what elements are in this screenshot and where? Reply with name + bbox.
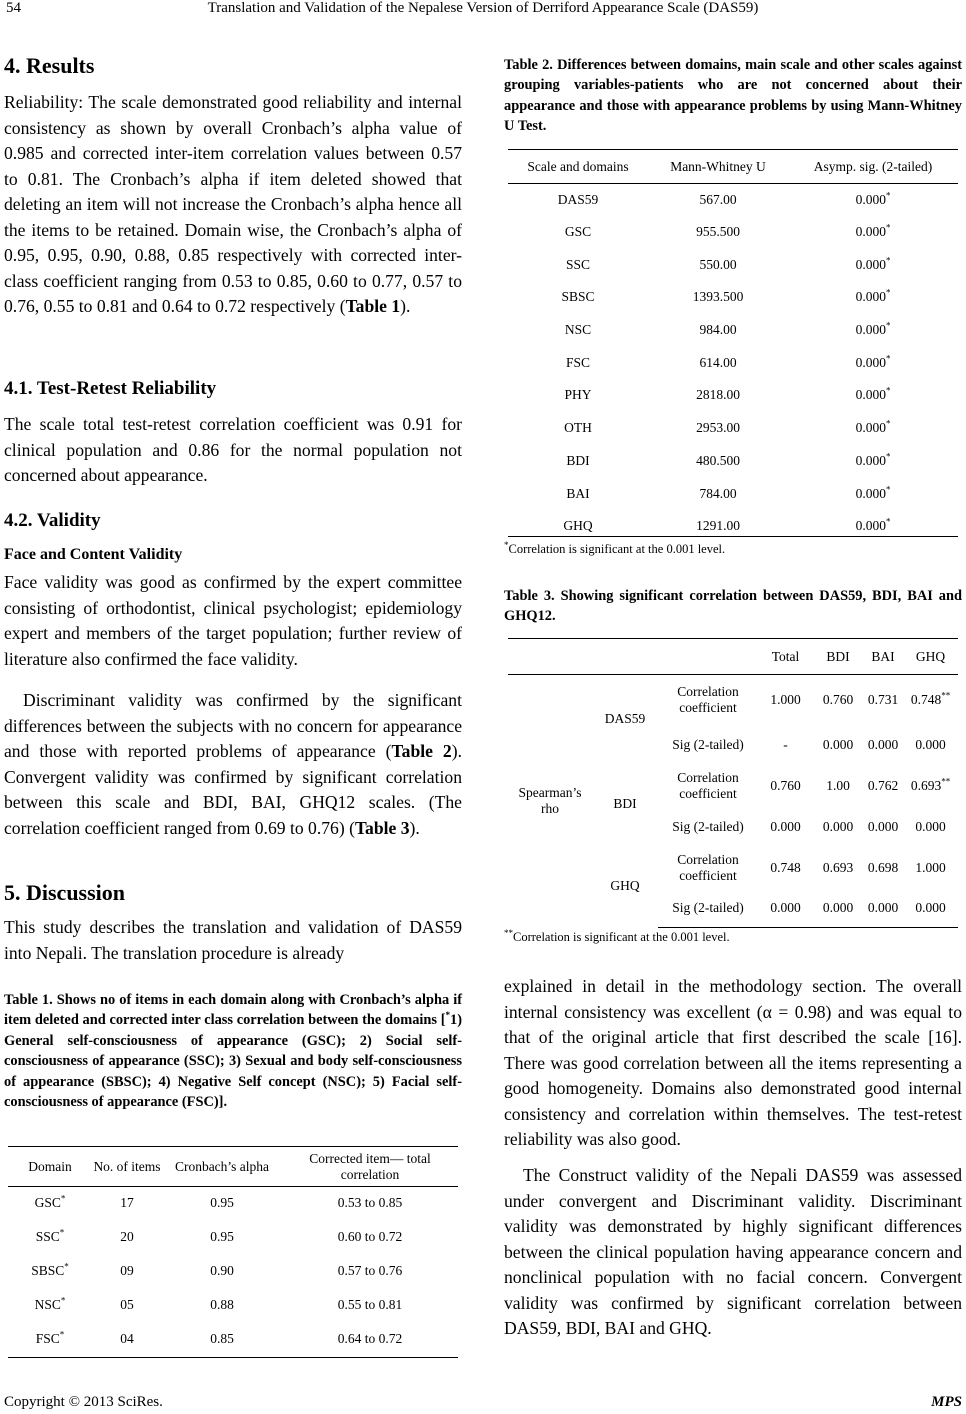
- table2-scale-cell: PHY: [564, 387, 592, 403]
- table1-row: [8, 1186, 458, 1220]
- table2-u-cell: 2953.00: [696, 420, 740, 436]
- table3-group-cell: GHQ: [610, 878, 640, 893]
- table1-row: [8, 1288, 458, 1322]
- table2-row: [508, 314, 958, 347]
- table2-caption: Table 2. Differences between domains, main scale and other scales against grouping variables-patients who are not concerned about their appearance and those with appearance problems by using Mann-Whitney U Test.: [504, 57, 962, 135]
- table1-row: [8, 1254, 458, 1288]
- table3-corr-value: 1.000: [770, 692, 801, 708]
- table3-sig-label: Sig (2-tailed): [658, 890, 758, 927]
- table3-sig-label: Sig (2-tailed): [672, 818, 744, 834]
- table2-footnote: *Correlation is significant at the 0.001 level.: [504, 539, 726, 556]
- discussion-paragraph: This study describes the translation and validation of DAS59 into Nepali. The translation procedure is already: [4, 917, 462, 963]
- table2-sig-cell: 0.000*: [855, 287, 891, 305]
- running-header: [0, 0, 966, 24]
- table3-top-rule: [508, 638, 958, 639]
- page-footer: [4, 1394, 962, 1411]
- table3-sig-value: 0.000: [915, 736, 946, 752]
- table2: [508, 151, 958, 543]
- table2-row: [508, 412, 958, 445]
- table2-row: [508, 216, 958, 249]
- table2-scale-cell: OTH: [564, 420, 592, 436]
- table3-group-cell: BDI: [613, 796, 637, 811]
- table1-alpha-cell: 0.95: [210, 1195, 234, 1211]
- table3-sig-value: 0.000: [915, 818, 946, 834]
- table2-u-cell: 567.00: [699, 191, 737, 207]
- table2-sig-cell: 0.000*: [855, 516, 891, 534]
- table1-items-cell: 04: [120, 1331, 134, 1346]
- table3: [508, 640, 958, 928]
- table1-reference: Table 1: [345, 296, 401, 316]
- retest-heading-wrap: [4, 378, 462, 400]
- table3-corr-value: 0.748: [770, 859, 801, 875]
- table3-corr-value: 0.693**: [910, 776, 951, 793]
- table1-correlation-cell: 0.55 to 0.81: [337, 1297, 403, 1312]
- table2-sig-cell: 0.000*: [855, 385, 891, 403]
- table3-header-ghq: GHQ: [915, 648, 946, 664]
- table3-reference: Table 3: [354, 817, 410, 838]
- table3-corr-value: 0.698: [867, 859, 899, 875]
- table2-scale-cell: DAS59: [557, 191, 599, 207]
- table3-corr-row: [508, 674, 958, 726]
- table2-u-cell: 614.00: [699, 354, 737, 370]
- table2-header-sig: Asymp. sig. (2-tailed): [813, 158, 933, 174]
- table1-correlation-cell: 0.64 to 0.72: [337, 1331, 403, 1346]
- table3-corr-value: 1.000: [915, 859, 946, 875]
- table1-caption: Table 1. Shows no of items in each domain along with Cronbach’s alpha if item deleted and corrected inter class correlation between the domains [*1) General self-consciousness of appearance (GSC); 2) Social self-consciousness of appearance (SSC); 3) Sexual and body self-consciousness of appearance (SBSC); 4) Negative Self concept (NSC); 5) Facial self-consciousness of appearance (FSC)].: [4, 992, 462, 1111]
- retest-paragraph: The scale total test-retest correlation coefficient was 0.91 for clinical population and 0.86 for the normal population not concerned about appearance.: [4, 414, 462, 485]
- table2-scale-cell: GHQ: [563, 518, 593, 534]
- table2-u-cell: 480.500: [696, 452, 740, 468]
- table3-sig-value: 0.000: [822, 736, 854, 752]
- discussion-heading: 5. Discussion: [4, 880, 126, 905]
- table3-corr-label: Correlation coefficient: [677, 851, 739, 883]
- table3-corr-value: 0.693: [822, 859, 854, 875]
- table1-domain-cell: SSC*: [35, 1227, 65, 1244]
- table1-row: [8, 1220, 458, 1254]
- discussion-continued-paragraph: explained in detail in the methodology section. The overall internal consistency was excellent (α = 0.98) and was equal to that of the original article that first described the scale [16]. There was good correlation between all the items representing a good homogeneity. Domains also demonstrated good internal consistency and correlation within themselves. The test-retest reliability was also good.: [504, 976, 962, 1149]
- table1-header-correlation: Corrected item— total correlation: [309, 1150, 431, 1182]
- table3-corr-value: 0.760: [770, 777, 801, 793]
- discussion-heading-wrap: [4, 880, 462, 906]
- table2-scale-cell: GSC: [564, 224, 592, 240]
- table1-alpha-cell: 0.95: [210, 1229, 234, 1244]
- table3-sig-value: -: [783, 736, 788, 752]
- table3-sig-value: 0.000: [822, 818, 854, 834]
- retest-heading: 4.1. Test-Retest Reliability: [4, 378, 217, 399]
- table3-corr-label: Correlation coefficient: [677, 684, 739, 716]
- page-number: 54: [6, 0, 21, 16]
- table2-row: [508, 510, 958, 543]
- results-paragraph: Reliability: The scale demonstrated good reliability and internal consistency as shown by overall Cronbach’s alpha value of 0.985 and corrected inter-item correlation values between 0.57 to 0.81. The Cronbach’s alpha if item deleted showed that deleting an item will not increase the Cronbach’s alpha hence all the items to be retained. Domain wise, the Cronbach’s alpha of 0.95, 0.95, 0.90, 0.88, 0.85 respectively with corrected inter-class coefficient ranging from 0.53 to 0.85, 0.60 to 0.77, 0.57 to 0.76, 0.55 to 0.81 and 0.64 to 0.72 respectively (Table 1).: [4, 92, 462, 316]
- table2-sig-cell: 0.000*: [855, 190, 891, 207]
- validity-heading: 4.2. Validity: [4, 510, 101, 531]
- table1-header-domain: Domain: [28, 1158, 72, 1174]
- table2-header-scale: Scale and domains: [527, 158, 629, 174]
- table3-sig-value: 0.000: [863, 890, 903, 927]
- table1-correlation-cell: 0.57 to 0.76: [337, 1263, 403, 1278]
- table3-sig-value: 0.000: [867, 736, 899, 752]
- table3-method-cell: Spearman’s rho: [518, 784, 582, 816]
- table2-sig-cell: 0.000*: [855, 222, 891, 240]
- table3-corr-value: 0.762: [867, 777, 899, 793]
- results-section: [4, 53, 462, 79]
- table3-sig-value: 0.000: [903, 890, 958, 927]
- table2-top-rule: [508, 149, 958, 150]
- discriminant-paragraph: Discriminant validity was confirmed by the significant differences between the subjects with no concern for appearance and those with reported problems of appearance (Table 2). Convergent validity was confirmed by significant correlation between this scale and BDI, BAI, GHQ12 scales. (The correlation coefficient ranged from 0.69 to 0.76) (Table 3).: [4, 690, 462, 838]
- table1-header-alpha: Cronbach’s alpha: [174, 1158, 270, 1174]
- table1-domain-cell: GSC*: [34, 1193, 66, 1211]
- table1-alpha-cell: 0.90: [210, 1263, 234, 1278]
- table2-row: [508, 248, 958, 281]
- table2-sig-cell: 0.000*: [855, 320, 891, 338]
- table3-sig-value: 0.000: [813, 890, 863, 927]
- table3-sig-label: Sig (2-tailed): [672, 736, 744, 752]
- table3-header-bai: BAI: [871, 648, 895, 664]
- journal-abbrev: MPS: [931, 1394, 962, 1410]
- table2-bottom-rule: [508, 536, 958, 537]
- copyright-notice: Copyright © 2013 SciRes.: [4, 1394, 163, 1410]
- table2-scale-cell: SSC: [565, 256, 591, 272]
- table2-scale-cell: BAI: [566, 485, 590, 501]
- table3-corr-value: 1.00: [826, 777, 850, 793]
- table2-scale-cell: NSC: [564, 322, 592, 338]
- table1-row: [8, 1322, 458, 1356]
- table2-reference: Table 2: [391, 741, 452, 761]
- table1-domain-cell: SBSC*: [31, 1261, 69, 1278]
- table2-u-cell: 784.00: [699, 485, 737, 501]
- table3-header-bdi: BDI: [826, 648, 850, 664]
- table2-header-u: Mann-Whitney U: [670, 158, 766, 174]
- table2-u-cell: 984.00: [699, 322, 737, 338]
- table3-header-total: Total: [771, 648, 800, 664]
- table1-alpha-cell: 0.85: [210, 1331, 234, 1346]
- table2-row: [508, 346, 958, 379]
- table1-top-rule: [8, 1146, 458, 1147]
- running-title: Translation and Validation of the Nepalese Version of Derriford Appearance Scale (DAS59): [207, 0, 759, 16]
- table3-corr-value: 0.760: [822, 692, 854, 708]
- construct-validity-paragraph: The Construct validity of the Nepali DAS59 was assessed under convergent and Discriminant validity. Discriminant validity was demonstrated by highly significant differences between the clinical population having appearance concern and nonclinical population with no facial concern. Convergent validity was confirmed by significant correlation between DAS59, BDI, BAI and GHQ.: [504, 1165, 962, 1338]
- table1: [8, 1148, 458, 1356]
- table2-u-cell: 2818.00: [696, 387, 740, 403]
- table2-scale-cell: FSC: [565, 354, 591, 370]
- results-heading: 4. Results: [4, 53, 95, 78]
- table3-sig-value: 0.000: [758, 890, 813, 927]
- table1-domain-cell: NSC*: [34, 1295, 66, 1312]
- table2-sig-cell: 0.000*: [855, 451, 891, 468]
- table1-items-cell: 20: [120, 1229, 134, 1244]
- face-validity-paragraph: Face validity was good as confirmed by the expert committee consisting of orthodontist, clinical psychologist; epidemiology expert and members of the target population; further review of literature also confirmed the face validity.: [4, 572, 462, 669]
- table3-group-cell: DAS59: [604, 710, 646, 726]
- table2-scale-cell: BDI: [566, 452, 590, 468]
- table2-u-cell: 955.500: [696, 224, 740, 240]
- table1-correlation-cell: 0.53 to 0.85: [337, 1195, 403, 1211]
- table2-row: [508, 281, 958, 314]
- face-validity-heading: Face and Content Validity: [4, 546, 183, 563]
- table2-row: [508, 379, 958, 412]
- table3-sig-value: 0.000: [770, 818, 801, 834]
- table1-correlation-cell: 0.60 to 0.72: [337, 1229, 403, 1244]
- table3-corr-value: 0.748**: [910, 690, 951, 708]
- table1-alpha-cell: 0.88: [210, 1297, 234, 1312]
- table1-bottom-rule: [8, 1357, 458, 1358]
- table3-footnote: **Correlation is significant at the 0.001 level.: [504, 927, 730, 944]
- table2-u-cell: 1393.500: [692, 289, 744, 305]
- table2-u-cell: 1291.00: [696, 518, 740, 534]
- table1-header-row: [8, 1148, 458, 1186]
- table1-items-cell: 05: [120, 1297, 134, 1312]
- table2-scale-cell: SBSC: [561, 289, 595, 305]
- validity-heading-wrap: [4, 510, 462, 532]
- table3-corr-label: Correlation coefficient: [677, 769, 739, 801]
- table2-row: [508, 445, 958, 478]
- table1-items-cell: 17: [120, 1195, 134, 1211]
- table2-row: [508, 477, 958, 510]
- face-heading-wrap: [4, 546, 462, 564]
- table2-sig-cell: 0.000*: [855, 255, 891, 272]
- table3-corr-value: 0.731: [867, 692, 899, 708]
- table1-items-cell: 09: [120, 1263, 134, 1278]
- table2-row: [508, 183, 958, 216]
- table2-u-cell: 550.00: [699, 256, 737, 272]
- table3-sig-value: 0.000: [867, 818, 899, 834]
- table1-domain-cell: FSC*: [35, 1329, 65, 1346]
- table3-header-row: [508, 640, 958, 674]
- table3-caption: Table 3. Showing significant correlation between DAS59, BDI, BAI and GHQ12.: [504, 588, 962, 625]
- table2-header-row: [508, 151, 958, 183]
- table2-sig-cell: 0.000*: [855, 484, 891, 501]
- table1-header-items: No. of items: [93, 1158, 161, 1174]
- table2-sig-cell: 0.000*: [855, 353, 891, 370]
- table2-sig-cell: 0.000*: [855, 418, 891, 436]
